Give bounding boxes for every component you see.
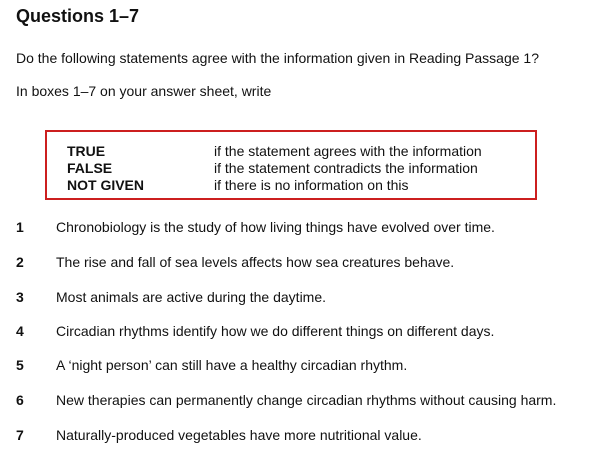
question-item	[0, 321, 600, 341]
question-number: 6	[16, 392, 24, 408]
question-number: 4	[16, 323, 24, 339]
question-item	[0, 425, 600, 445]
question-statement: Chronobiology is the study of how living things have evolved over time.	[56, 219, 495, 235]
question-item	[0, 355, 600, 375]
question-number: 3	[16, 289, 24, 305]
question-number: 2	[16, 254, 24, 270]
key-definition: if there is no information on this	[214, 177, 409, 193]
instruction-text: Do the following statements agree with the information given in Reading Passage 1?	[16, 50, 539, 66]
question-number: 7	[16, 427, 24, 443]
question-item	[0, 217, 600, 237]
key-term: NOT GIVEN	[67, 177, 145, 193]
question-item	[0, 287, 600, 307]
key-definition: if the statement agrees with the information	[214, 143, 482, 159]
answer-key-box	[45, 130, 537, 200]
question-statement: Most animals are active during the daytime.	[56, 289, 327, 305]
question-statement: The rise and fall of sea levels affects how sea creatures behave.	[56, 254, 455, 270]
question-item	[0, 390, 600, 410]
questions-heading: Questions 1–7	[16, 6, 140, 26]
question-statement: Circadian rhythms identify how we do different things on different days.	[56, 323, 495, 339]
key-definition: if the statement contradicts the information	[214, 160, 478, 176]
question-statement: New therapies can permanently change circadian rhythms without causing harm.	[56, 392, 557, 408]
question-number: 5	[16, 357, 24, 373]
answer-sheet-instruction: In boxes 1–7 on your answer sheet, write	[16, 83, 272, 99]
question-statement: A ‘night person’ can still have a healthy circadian rhythm.	[56, 357, 408, 373]
question-item	[0, 252, 600, 272]
key-term: FALSE	[67, 160, 113, 176]
question-statement: Naturally-produced vegetables have more nutritional value.	[56, 427, 422, 443]
key-term: TRUE	[67, 143, 106, 159]
question-number: 1	[16, 219, 24, 235]
